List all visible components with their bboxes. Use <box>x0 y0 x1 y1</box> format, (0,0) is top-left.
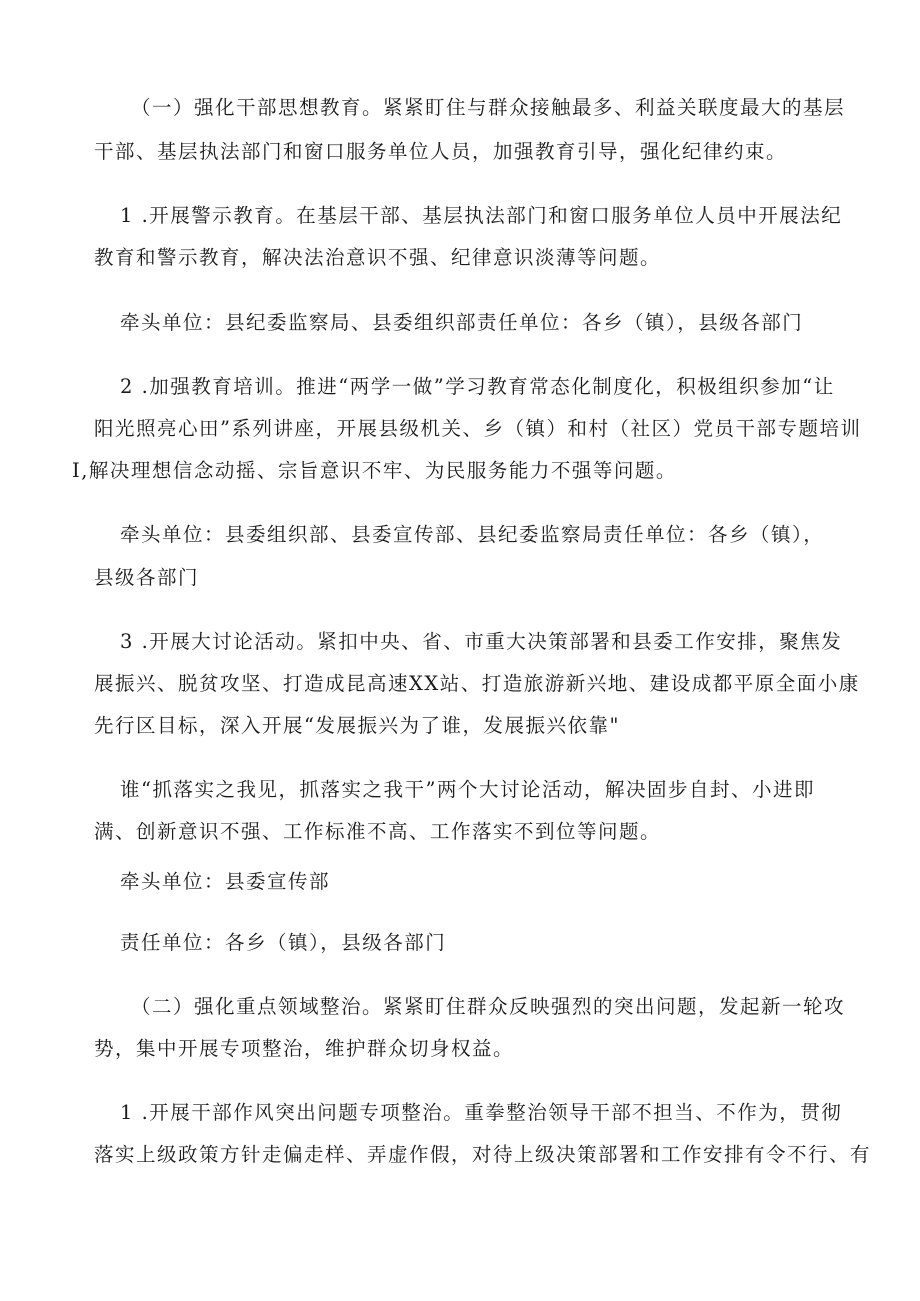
item2-units-line1: 牵头单位：县委组织部、县委宣传部、县纪委监察局责任单位：各乡（镇）， <box>120 523 825 546</box>
item3-line1: 3 .开展大讨论活动。紧扣中央、省、市重大决策部署和县委工作安排，聚焦发 <box>120 630 843 653</box>
item3-line2: 展振兴、脱贫攻坚、打造成昆高速XX站、打造旅游新兴地、建设成都平原全面小康 <box>94 672 860 695</box>
section2-item1-line1: 1 .开展干部作风突出问题专项整治。重拳整治领导干部不担当、不作为，贯彻 <box>120 1101 843 1124</box>
section2-item1-line2: 落实上级政策方针走偏走样、弄虚作假，对待上级决策部署和工作安排有令不行、有 <box>94 1143 872 1166</box>
section1-intro-line2: 干部、基层执法部门和窗口服务单位人员，加强教育引导，强化纪律约束。 <box>94 140 788 163</box>
item1-units: 牵头单位：县纪委监察局、县委组织部责任单位：各乡（镇），县级各部门 <box>120 311 804 334</box>
item2-line2: 阳光照亮心田”系列讲座，开展县级机关、乡（镇）和村（社区）党员干部专题培训 <box>94 417 862 440</box>
item3-resp-unit: 责任单位：各乡（镇），县级各部门 <box>120 931 447 954</box>
section2-intro-line2: 势，集中开展专项整治，维护群众切身权益。 <box>94 1037 515 1060</box>
item2-units-line2: 县级各部门 <box>94 566 200 589</box>
item1-line2: 教育和警示教育，解决法治意识不强、纪律意识淡薄等问题。 <box>94 246 662 269</box>
item1-line1: 1 .开展警示教育。在基层干部、基层执法部门和窗口服务单位人员中开展法纪 <box>120 204 843 227</box>
item3-cont-line1: 谁“抓落实之我见，抓落实之我干”两个大讨论活动，解决固步自封、小进即 <box>120 778 815 801</box>
item3-lead-unit: 牵头单位：县委宣传部 <box>120 870 331 893</box>
item2-line3: I,解决理想信念动摇、宗旨意识不牢、为民服务能力不强等问题。 <box>72 459 677 482</box>
item3-cont-line2: 满、创新意识不强、工作标准不高、工作落实不到位等问题。 <box>94 820 662 843</box>
item3-line3: 先行区目标，深入开展“发展振兴为了谁，发展振兴依靠" <box>94 714 620 737</box>
section1-intro-line1: （一）强化干部思想教育。紧紧盯住与群众接触最多、利益关联度最大的基层 <box>131 96 846 119</box>
item2-line1: 2 .加强教育培训。推进“两学一做”学习教育常态化制度化，积极组织参加“让 <box>120 375 835 398</box>
section2-intro-line1: （二）强化重点领域整治。紧紧盯住群众反映强烈的突出问题，发起新一轮攻 <box>131 995 846 1018</box>
